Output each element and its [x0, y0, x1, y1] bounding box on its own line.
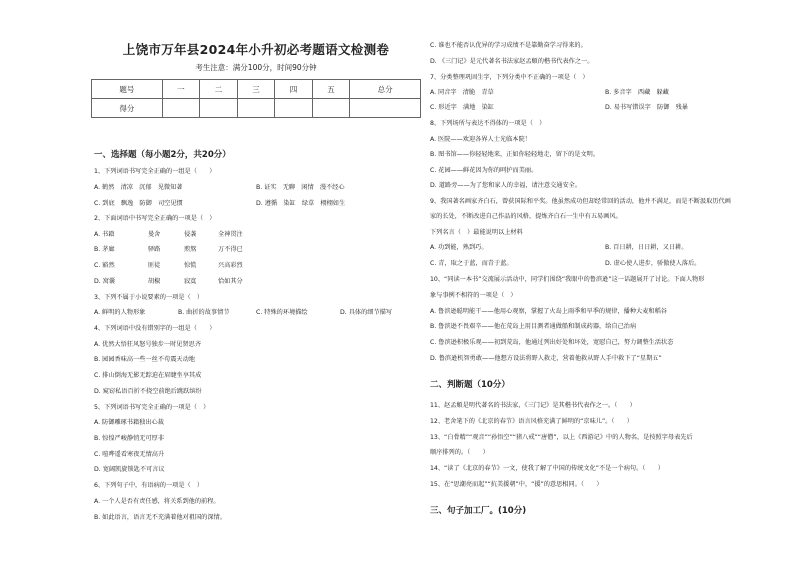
question-line: 11、赵孟頫是明代著名的书法家，《三门记》是其楷书代表作之一。（ ）	[430, 402, 636, 409]
score-table-row	[92, 99, 421, 118]
option-line: C. 到底 飘逸 防御 司空见惯	[94, 200, 183, 207]
option-line: C. 花园——鲜花因为你的呵护而美丽。	[430, 167, 538, 174]
score-row-label: 得分	[92, 99, 163, 118]
option-cell: B. 茅廊	[94, 246, 115, 253]
option-line: D. 窥窃私语百折不挠空前绝后跳跃缤纷	[94, 388, 202, 395]
option-cell: 恰如其分	[218, 278, 243, 285]
question-line: 5、下列词语书写完全正确的一项是（ ）	[94, 404, 210, 411]
question-line: 1、下列词语书写完全正确的一组是（ ）	[94, 168, 216, 175]
section-heading-judge: 二、判断题（10分）	[430, 380, 510, 390]
option-line: B. 鲁滨逊不畏艰辛——他在荒岛上用目测者通做船和制成药器，给自己治病	[430, 323, 637, 330]
question-line: 13、“白骨精”“观音”“孙悟空”“猪八戒”“唐僧”，以上《西游记》中的人物名，是按照字母表先后	[430, 434, 693, 441]
question-line: 9、我国著名画家齐白石，曾获国际和平奖。他虽然成功但却经常回的活动，他并不满足，而是不断汲取历代画	[430, 198, 731, 205]
question-line: 顺序排列的。（ ）	[430, 449, 489, 456]
section-heading-choice: 一、选择题（每小题2分，共20分）	[94, 150, 231, 160]
question-line: 7、分类整理巩固生字，下列分类中不正确的一项是（ ）	[430, 74, 589, 81]
option-cell: C. 豁然	[94, 262, 115, 269]
question-line: 10、“同读一本书”交流展示活动中，同学们围绕“我眼中的鲁滨逊”这一话题展开了讨论。下面人物形	[430, 276, 705, 283]
question-line: 14、“读了《北京的春节》一文，使我了解了中国的传统文化”不是一个病句。（ ）	[430, 465, 664, 472]
exam-notice: 考生注意：满分100分，时间90分钟	[195, 63, 317, 72]
option-line: B. 惊惶严峻静悄无可厚非	[94, 435, 165, 442]
option-line: D. 易书写错误字 防御 残暴	[605, 104, 688, 111]
score-cell[interactable]	[275, 99, 313, 118]
option-cell: 曼舍	[148, 231, 161, 238]
question-line: 象与事例不相符的一项是（ ）	[430, 292, 517, 299]
score-table-header-row	[92, 80, 421, 99]
score-table-header: 三	[237, 80, 275, 99]
option-line: B. 园园香味高一些一丝不苟震天动地	[94, 356, 195, 363]
question-line: 下列名言（ ）最能说明以上材料	[430, 229, 523, 236]
option-line: B. 如此语言，语言无不充满着他对祖国的深情。	[94, 514, 226, 521]
option-line: A. 一个人是否有责任感，将关系到他的前程。	[94, 498, 220, 505]
score-table-header: 四	[275, 80, 313, 99]
option-cell: 煎熬	[184, 246, 197, 253]
option-line: C. 青，取之于蓝，而青于蓝。	[430, 260, 513, 267]
score-cell[interactable]	[350, 99, 421, 118]
option-line: D. 鲁滨逊机智勇敢——他想方设法将野人救走，营着他救从野人手中救下了“星期五”	[430, 355, 662, 362]
option-line: A. 医院——欢迎各界人士光临本院！	[430, 136, 531, 143]
exam-title: 上饶市万年县2024年小升初必考题语文检测卷	[122, 42, 390, 57]
option-line: A. 鲁滨逊聪明能干——他用心观察，掌握了火岛上雨季和旱季的规律，播种大麦和稻谷	[430, 308, 667, 315]
option-line: C. 鲁滨逊积极乐观——初到荒岛，他通过列出好处和坏处，宽慰自己，努力调整生活状态	[430, 339, 674, 346]
option-line: A. 鹤然 清凉 沉郁 见微知著	[94, 184, 183, 191]
option-cell: 兴高彩烈	[218, 262, 243, 269]
score-table-header: 二	[200, 80, 238, 99]
option-line: D. 宽阔凯旋锁匙不可言议	[94, 466, 165, 473]
question-line: 6、下列句子中，有语病的一项是（ ）	[94, 482, 204, 489]
option-line: D. 道路旁——为了您和家人的幸福，请注意交通安全。	[430, 182, 582, 189]
option-line: D. 具体的细节描写	[340, 309, 393, 316]
section-heading-sentence: 三、句子加工厂。(10分)	[430, 506, 527, 516]
option-line: A. 同音字 清脆 青草	[430, 89, 494, 96]
score-cell[interactable]	[200, 99, 238, 118]
score-cell[interactable]	[312, 99, 350, 118]
question-line: 4、下列词语中没有错别字的一组是（ ）	[94, 325, 216, 332]
question-line: 12、老舍笔下的《北京的春节》语言风格充满了鲜明的“京味儿”。（ ）	[430, 418, 633, 425]
option-line: D. 遵循 染缸 绿草 栩栩如生	[256, 200, 346, 207]
score-cell[interactable]	[162, 99, 200, 118]
option-line: D. 虚心使人进步，骄傲使人落后。	[605, 260, 701, 267]
score-cell[interactable]	[237, 99, 275, 118]
option-line: C. 喧哗遥看寒夜无情高升	[94, 451, 165, 458]
score-table-header: 题号	[92, 80, 163, 99]
option-cell: A. 书籍	[94, 231, 115, 238]
option-line: C. 特殊的环境描绘	[256, 309, 308, 316]
option-line: D. 《三门记》是元代著名书法家赵孟頫的楷书代表作之一。	[430, 58, 594, 65]
score-table-header: 一	[162, 80, 200, 99]
option-cell: D. 窝囊	[94, 278, 116, 285]
question-line: 3、下列不属于小说要素的一项是（ ）	[94, 294, 204, 301]
score-table-header: 五	[312, 80, 350, 99]
option-line: C. 谁也不能否认优异的学习成绩不是靠勤奋学习得来的。	[430, 42, 587, 49]
option-cell: 寂寞	[184, 278, 197, 285]
option-cell: 侵袭	[184, 231, 197, 238]
score-table-header: 总分	[350, 80, 421, 99]
option-line: A. 优然大悟狂风怒号独步一时见贤思齐	[94, 341, 202, 348]
question-line: 8、下列场所与表达不得体的一项是（ ）	[430, 120, 546, 127]
option-line: B. 曲折的故事情节	[178, 309, 230, 316]
option-line: A. 防御雕琢书籍独出心裁	[94, 419, 164, 426]
option-line: B. 多音字 西藏 躲藏	[605, 89, 669, 96]
score-table	[91, 79, 421, 118]
option-line: B. 证实 无聊 闲情 漫不经心	[256, 184, 345, 191]
option-line: B. 图书馆——你轻轻地来，正如你轻轻地走，留下的是文明。	[430, 151, 600, 158]
option-line: C. 形近字 满地 染缸	[430, 104, 494, 111]
option-cell: 胡椒	[148, 278, 161, 285]
option-cell: 驿路	[148, 246, 161, 253]
option-cell: 惊慌	[184, 262, 197, 269]
option-cell: 万不得已	[218, 246, 243, 253]
question-line: 2、下面词语中书写完全正确的一项是（ ）	[94, 215, 216, 222]
option-line: A. 功到能，熟到巧。	[430, 244, 488, 251]
question-line: 家的长处，不断改进自己作品的风格，提炼齐白石一生中有五易画风。	[430, 213, 622, 220]
option-line: C. 排山倒海无影无踪迫在眉睫坐享其成	[94, 372, 202, 379]
option-cell: 匪徒	[148, 262, 161, 269]
option-cell: 全神贯注	[218, 231, 243, 238]
question-line: 15、在“思潮亮而起”“抗美援朝”中，“援”的意思相同。（ ）	[430, 481, 603, 488]
option-line: A. 鲜明的人物形象	[94, 309, 146, 316]
option-line: B. 百日耕，日日耕，又日耕。	[605, 244, 688, 251]
